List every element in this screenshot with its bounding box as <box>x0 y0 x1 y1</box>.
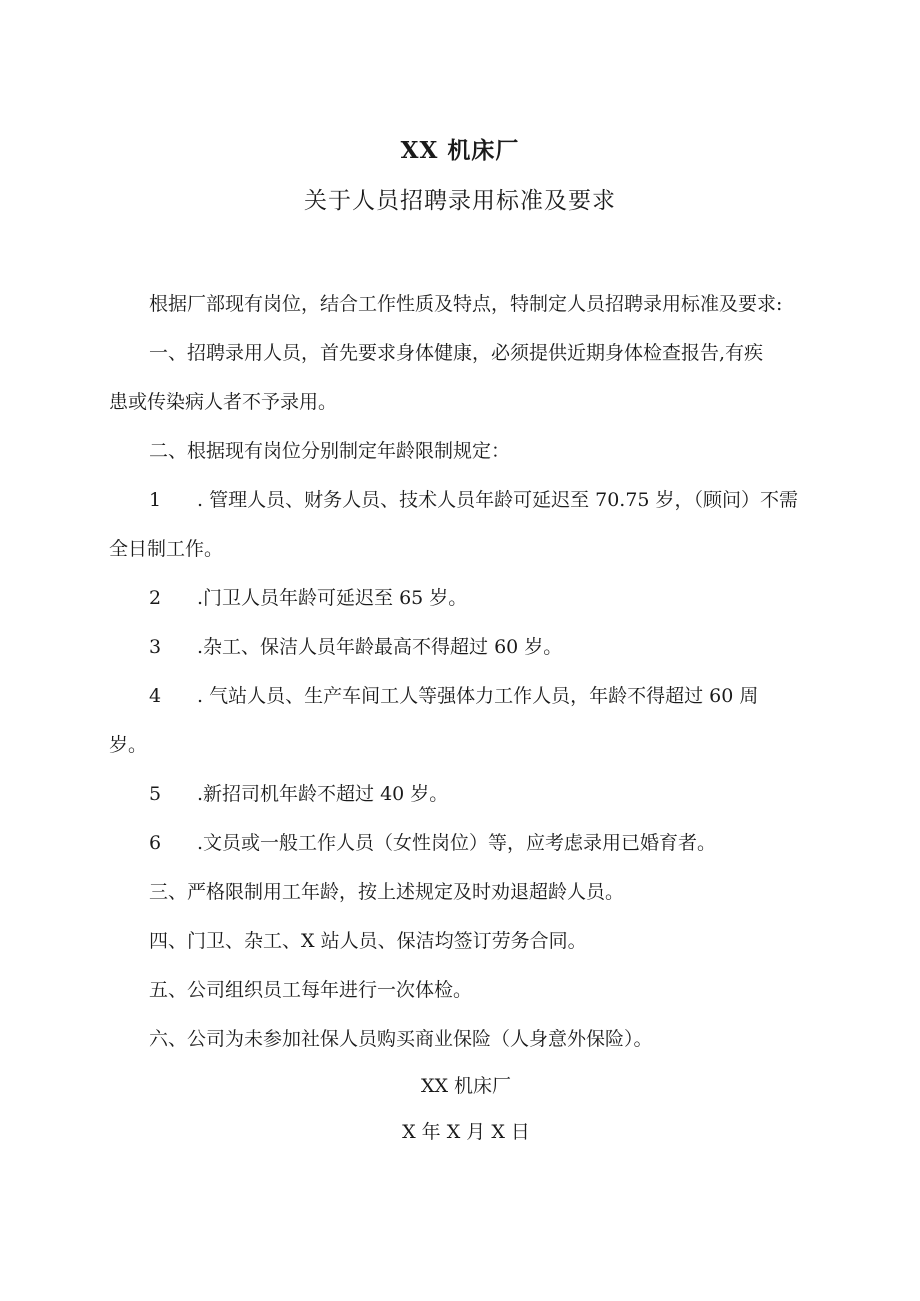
section-3: 三、严格限制用工年龄，按上述规定及时劝退超龄人员。 <box>149 881 625 903</box>
signature-organization: XX 机床厂 <box>420 1075 512 1097</box>
document-title: XX 机床厂 <box>400 137 520 164</box>
list-item <box>109 476 819 525</box>
document-body <box>109 280 819 1064</box>
list-item-number: 5 <box>149 783 162 805</box>
list-item-continuation: 岁。 <box>109 734 148 756</box>
list-item-continuation: 全日制工作。 <box>109 538 224 560</box>
list-item-text: .新招司机年龄不超过 40 岁。 <box>197 783 449 805</box>
list-item-text: .门卫人员年龄可延迟至 65 岁。 <box>197 587 468 609</box>
list-item-number: 6 <box>149 832 162 854</box>
signature-date: X 年 X 月 X 日 <box>402 1121 530 1143</box>
list-item-number: 4 <box>149 685 162 707</box>
list-item <box>109 672 819 721</box>
intro-paragraph: 根据厂部现有岗位，结合工作性质及特点，特制定人员招聘录用标准及要求: <box>149 293 783 315</box>
list-item <box>109 574 819 623</box>
list-item <box>109 623 819 672</box>
list-item-number: 3 <box>149 636 162 658</box>
list-item-text: . 管理人员、财务人员、技术人员年龄可延迟至 70.75 岁，（顾问）不需 <box>197 489 799 511</box>
list-item-text: .文员或一般工作人员（女性岗位）等，应考虑录用已婚育者。 <box>197 832 717 854</box>
section-5: 五、公司组织员工每年进行一次体检。 <box>149 979 473 1001</box>
list-item-number: 1 <box>149 489 162 511</box>
list-item-text: .杂工、保洁人员年龄最高不得超过 60 岁。 <box>197 636 563 658</box>
section-6: 六、公司为未参加社保人员购买商业保险（人身意外保险）。 <box>149 1028 653 1050</box>
document-subtitle: 关于人员招聘录用标准及要求 <box>304 188 616 214</box>
section-1-line-2: 患或传染病人者不予录用。 <box>109 391 338 413</box>
list-item-number: 2 <box>149 587 162 609</box>
section-4: 四、门卫、杂工、X 站人员、保洁均签订劳务合同。 <box>149 930 587 952</box>
section-2: 二、根据现有岗位分别制定年龄限制规定： <box>149 440 511 462</box>
section-1-line-1: 一、招聘录用人员，首先要求身体健康，必须提供近期身体检查报告,有疾 <box>149 342 764 364</box>
list-item-text: . 气站人员、生产车间工人等强体力工作人员，年龄不得超过 60 周 <box>197 685 759 707</box>
list-item <box>109 819 819 868</box>
list-item <box>109 770 819 819</box>
